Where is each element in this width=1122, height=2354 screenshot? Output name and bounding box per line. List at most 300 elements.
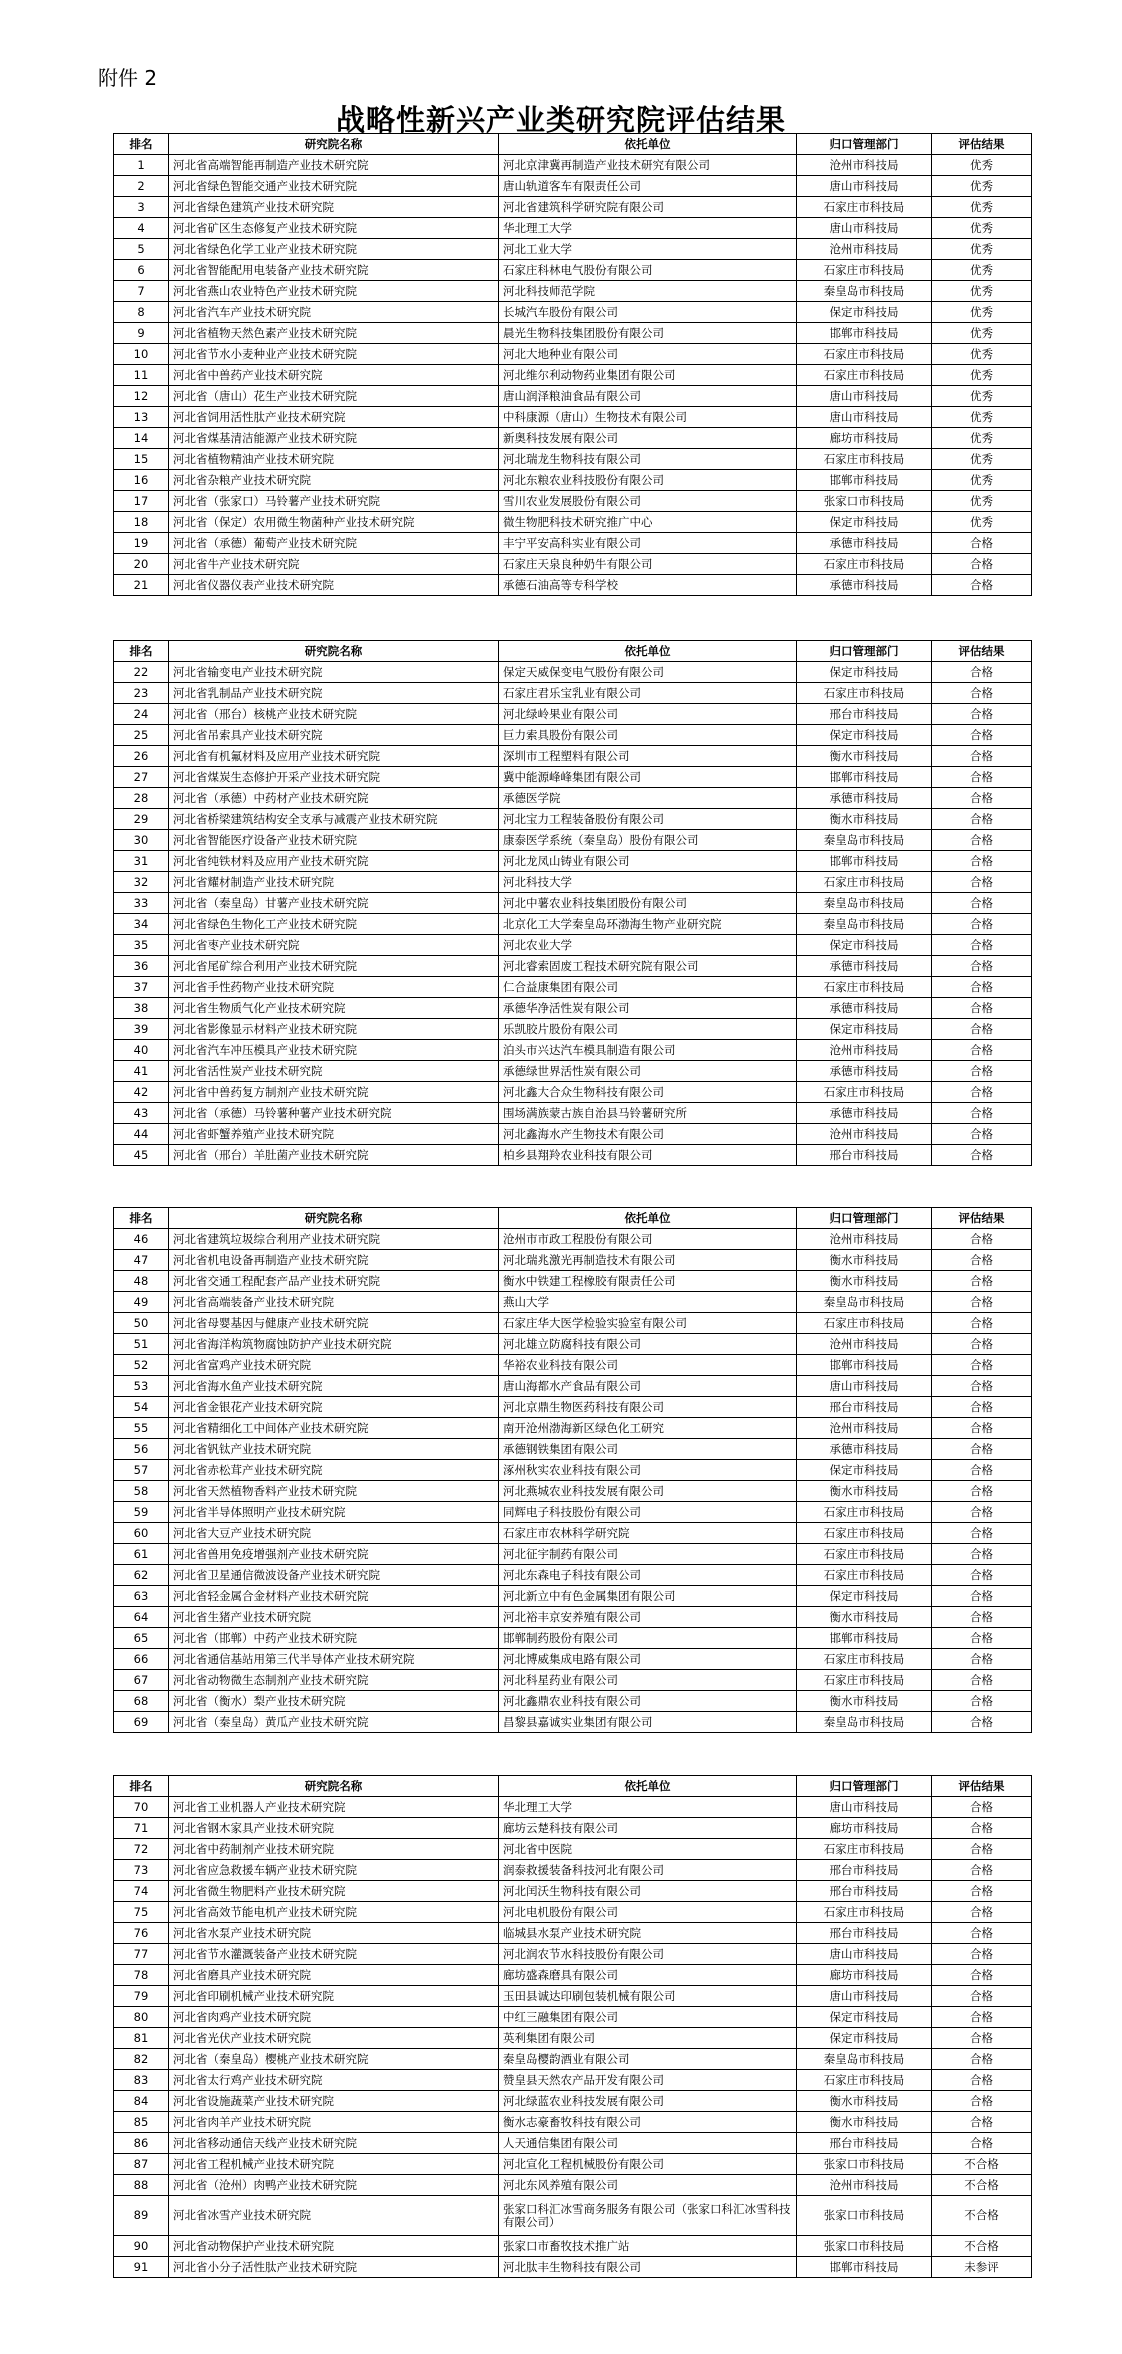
table-cell: 石家庄市科技局 — [797, 1544, 932, 1565]
table-cell: 唐山市科技局 — [797, 1797, 932, 1818]
table-cell: 河北工业大学 — [499, 239, 797, 260]
table-cell: 合格 — [932, 1923, 1032, 1944]
table-cell: 河北省工业机器人产业技术研究院 — [169, 1797, 499, 1818]
table-cell: 石家庄市科技局 — [797, 2070, 932, 2091]
table-cell: 86 — [114, 2133, 169, 2154]
table-cell: 81 — [114, 2028, 169, 2049]
table-cell: 合格 — [932, 1397, 1032, 1418]
table-cell: 河北东风养殖有限公司 — [499, 2175, 797, 2196]
table-cell: 合格 — [932, 704, 1032, 725]
table-cell: 河北省光伏产业技术研究院 — [169, 2028, 499, 2049]
column-header: 评估结果 — [932, 1776, 1032, 1797]
table-cell: 河北省有机氟材料及应用产业技术研究院 — [169, 746, 499, 767]
table-cell: 石家庄市科技局 — [797, 1523, 932, 1544]
table-cell: 冀中能源峰峰集团有限公司 — [499, 767, 797, 788]
table-row — [114, 2070, 1032, 2091]
table-cell: 长城汽车股份有限公司 — [499, 302, 797, 323]
table-cell: 衡水市科技局 — [797, 1691, 932, 1712]
table-cell: 18 — [114, 512, 169, 533]
table-cell: 晨光生物科技集团股份有限公司 — [499, 323, 797, 344]
table-cell: 雪川农业发展股份有限公司 — [499, 491, 797, 512]
table-cell: 合格 — [932, 1818, 1032, 1839]
table-cell: 优秀 — [932, 302, 1032, 323]
table-cell: 承德绿世界活性炭有限公司 — [499, 1061, 797, 1082]
table-cell: 合格 — [932, 1712, 1032, 1733]
table-cell: 河北瑞兆激光再制造技术有限公司 — [499, 1250, 797, 1271]
table-cell: 65 — [114, 1628, 169, 1649]
table-cell: 73 — [114, 1860, 169, 1881]
table-cell: 河北肽丰生物科技有限公司 — [499, 2257, 797, 2278]
table-cell: 河北省矿区生态修复产业技术研究院 — [169, 218, 499, 239]
table-row — [114, 302, 1032, 323]
table-cell: 河北省中医院 — [499, 1839, 797, 1860]
table-row — [114, 2175, 1032, 2196]
table-row — [114, 2257, 1032, 2278]
table-cell: 乐凯胶片股份有限公司 — [499, 1019, 797, 1040]
table-cell: 承德市科技局 — [797, 1061, 932, 1082]
table-cell: 2 — [114, 176, 169, 197]
table-cell: 河北省（邢台）羊肚菌产业技术研究院 — [169, 1145, 499, 1166]
table-cell: 河北京津冀再制造产业技术研究有限公司 — [499, 155, 797, 176]
table-cell: 保定市科技局 — [797, 2007, 932, 2028]
table-cell: 河北省植物天然色素产业技术研究院 — [169, 323, 499, 344]
table-cell: 河北省（秦皇岛）甘薯产业技术研究院 — [169, 893, 499, 914]
table-cell: 34 — [114, 914, 169, 935]
table-cell: 润泰救援装备科技河北有限公司 — [499, 1860, 797, 1881]
table-cell: 邢台市科技局 — [797, 1145, 932, 1166]
table-row — [114, 1670, 1032, 1691]
table-cell: 合格 — [932, 1481, 1032, 1502]
table-cell: 河北省肉鸡产业技术研究院 — [169, 2007, 499, 2028]
table-cell: 唐山市科技局 — [797, 386, 932, 407]
table-cell: 合格 — [932, 1839, 1032, 1860]
table-cell: 承德市科技局 — [797, 956, 932, 977]
table-cell: 保定市科技局 — [797, 2028, 932, 2049]
table-cell: 张家口市科技局 — [797, 2196, 932, 2236]
table-cell: 北京化工大学秦皇岛环渤海生物产业研究院 — [499, 914, 797, 935]
table-cell: 优秀 — [932, 197, 1032, 218]
table-cell: 24 — [114, 704, 169, 725]
table-cell: 承德市科技局 — [797, 533, 932, 554]
table-cell: 张家口市科技局 — [797, 2236, 932, 2257]
table-cell: 6 — [114, 260, 169, 281]
table-cell: 合格 — [932, 956, 1032, 977]
table-row — [114, 1923, 1032, 1944]
table-cell: 36 — [114, 956, 169, 977]
table-row — [114, 809, 1032, 830]
table-cell: 保定市科技局 — [797, 1019, 932, 1040]
table-cell: 合格 — [932, 1082, 1032, 1103]
table-row — [114, 935, 1032, 956]
table-cell: 河北省卫星通信微波设备产业技术研究院 — [169, 1565, 499, 1586]
table-cell: 石家庄市科技局 — [797, 1502, 932, 1523]
table-cell: 秦皇岛市科技局 — [797, 1712, 932, 1733]
table-cell: 合格 — [932, 977, 1032, 998]
table-cell: 87 — [114, 2154, 169, 2175]
table-cell: 合格 — [932, 788, 1032, 809]
table-cell: 合格 — [932, 554, 1032, 575]
table-cell: 合格 — [932, 1124, 1032, 1145]
table-cell: 不合格 — [932, 2154, 1032, 2175]
table-row — [114, 998, 1032, 1019]
table-cell: 河北科技大学 — [499, 872, 797, 893]
table-cell: 32 — [114, 872, 169, 893]
table-row — [114, 1313, 1032, 1334]
table-row — [114, 155, 1032, 176]
table-cell: 河北省肉羊产业技术研究院 — [169, 2112, 499, 2133]
table-cell: 深圳市工程塑料有限公司 — [499, 746, 797, 767]
table-cell: 91 — [114, 2257, 169, 2278]
table-cell: 承德市科技局 — [797, 788, 932, 809]
table-cell: 华北理工大学 — [499, 1797, 797, 1818]
table-cell: 优秀 — [932, 281, 1032, 302]
table-cell: 河北省（衡水）梨产业技术研究院 — [169, 1691, 499, 1712]
table-cell: 合格 — [932, 1145, 1032, 1166]
table-cell: 秦皇岛市科技局 — [797, 914, 932, 935]
table-cell: 河北省动物微生态制剂产业技术研究院 — [169, 1670, 499, 1691]
table-cell: 合格 — [932, 1103, 1032, 1124]
table-row — [114, 1061, 1032, 1082]
table-cell: 合格 — [932, 1355, 1032, 1376]
table-row — [114, 1271, 1032, 1292]
table-cell: 20 — [114, 554, 169, 575]
table-cell: 石家庄市科技局 — [797, 1313, 932, 1334]
table-row — [114, 1397, 1032, 1418]
table-cell: 沧州市市政工程股份有限公司 — [499, 1229, 797, 1250]
table-cell: 河北省燕山农业特色产业技术研究院 — [169, 281, 499, 302]
table-cell: 51 — [114, 1334, 169, 1355]
table-cell: 河北省（沧州）肉鸭产业技术研究院 — [169, 2175, 499, 2196]
table-cell: 河北省母婴基因与健康产业技术研究院 — [169, 1313, 499, 1334]
column-header: 依托单位 — [499, 134, 797, 155]
table-cell: 52 — [114, 1355, 169, 1376]
table-cell: 石家庄市科技局 — [797, 554, 932, 575]
table-cell: 唐山市科技局 — [797, 218, 932, 239]
table-row — [114, 407, 1032, 428]
table-cell: 优秀 — [932, 155, 1032, 176]
table-row — [114, 1376, 1032, 1397]
table-cell: 43 — [114, 1103, 169, 1124]
table-cell: 50 — [114, 1313, 169, 1334]
table-cell: 河北省赤松茸产业技术研究院 — [169, 1460, 499, 1481]
table-row — [114, 2112, 1032, 2133]
table-cell: 保定市科技局 — [797, 512, 932, 533]
table-cell: 承德市科技局 — [797, 1103, 932, 1124]
table-cell: 54 — [114, 1397, 169, 1418]
table-row — [114, 1250, 1032, 1271]
column-header: 排名 — [114, 1776, 169, 1797]
table-cell: 秦皇岛市科技局 — [797, 281, 932, 302]
table-cell: 河北省（秦皇岛）黄瓜产业技术研究院 — [169, 1712, 499, 1733]
table-cell: 石家庄市科技局 — [797, 1839, 932, 1860]
table-cell: 河北省精细化工中间体产业技术研究院 — [169, 1418, 499, 1439]
table-cell: 秦皇岛市科技局 — [797, 2049, 932, 2070]
column-header: 排名 — [114, 134, 169, 155]
table-row — [114, 1986, 1032, 2007]
table-cell: 合格 — [932, 1334, 1032, 1355]
table-cell: 沧州市科技局 — [797, 1040, 932, 1061]
table-cell: 石家庄市科技局 — [797, 683, 932, 704]
table-cell: 44 — [114, 1124, 169, 1145]
table-cell: 同辉电子科技股份有限公司 — [499, 1502, 797, 1523]
table-cell: 河北省建筑科学研究院有限公司 — [499, 197, 797, 218]
table-cell: 河北省绿色建筑产业技术研究院 — [169, 197, 499, 218]
table-cell: 河北燕城农业科技发展有限公司 — [499, 1481, 797, 1502]
table-cell: 英利集团有限公司 — [499, 2028, 797, 2049]
table-cell: 合格 — [932, 1061, 1032, 1082]
table-cell: 衡水中铁建工程橡胶有限责任公司 — [499, 1271, 797, 1292]
table-row — [114, 1649, 1032, 1670]
table-cell: 河北省耀材制造产业技术研究院 — [169, 872, 499, 893]
table-cell: 邯郸市科技局 — [797, 470, 932, 491]
table-row — [114, 281, 1032, 302]
table-row — [114, 1040, 1032, 1061]
table-cell: 合格 — [932, 935, 1032, 956]
table-cell: 河北省饲用活性肽产业技术研究院 — [169, 407, 499, 428]
table-cell: 河北省高端智能再制造产业技术研究院 — [169, 155, 499, 176]
table-row — [114, 1145, 1032, 1166]
table-row — [114, 662, 1032, 683]
table-cell: 35 — [114, 935, 169, 956]
table-cell: 唐山市科技局 — [797, 176, 932, 197]
table-row — [114, 2028, 1032, 2049]
table-cell: 合格 — [932, 1460, 1032, 1481]
table-cell: 69 — [114, 1712, 169, 1733]
table-cell: 河北省绿色智能交通产业技术研究院 — [169, 176, 499, 197]
table-row — [114, 1712, 1032, 1733]
column-header: 评估结果 — [932, 134, 1032, 155]
table-row — [114, 788, 1032, 809]
table-cell: 合格 — [932, 2133, 1032, 2154]
table-row — [114, 1103, 1032, 1124]
table-cell: 优秀 — [932, 449, 1032, 470]
table-cell: 河北省高端装备产业技术研究院 — [169, 1292, 499, 1313]
table-cell: 河北电机股份有限公司 — [499, 1902, 797, 1923]
column-header: 评估结果 — [932, 641, 1032, 662]
table-cell: 合格 — [932, 575, 1032, 596]
table-cell: 燕山大学 — [499, 1292, 797, 1313]
table-cell: 邯郸市科技局 — [797, 1355, 932, 1376]
table-cell: 唐山市科技局 — [797, 1376, 932, 1397]
table-cell: 保定市科技局 — [797, 662, 932, 683]
table-cell: 河北省煤炭生态修护开采产业技术研究院 — [169, 767, 499, 788]
table-cell: 河北省钒钛产业技术研究院 — [169, 1439, 499, 1460]
table-row — [114, 1544, 1032, 1565]
table-cell: 27 — [114, 767, 169, 788]
table-cell: 承德华净活性炭有限公司 — [499, 998, 797, 1019]
table-cell: 合格 — [932, 1544, 1032, 1565]
table-cell: 42 — [114, 1082, 169, 1103]
table-row — [114, 1082, 1032, 1103]
table-cell: 55 — [114, 1418, 169, 1439]
table-cell: 张家口市科技局 — [797, 491, 932, 512]
table-row — [114, 1818, 1032, 1839]
table-cell: 河北鑫鼎农业科技有限公司 — [499, 1691, 797, 1712]
table-cell: 4 — [114, 218, 169, 239]
results-table — [113, 133, 1032, 596]
column-header: 依托单位 — [499, 1208, 797, 1229]
table-cell: 12 — [114, 386, 169, 407]
table-cell: 邢台市科技局 — [797, 2133, 932, 2154]
table-row — [114, 914, 1032, 935]
table-cell: 60 — [114, 1523, 169, 1544]
table-row — [114, 956, 1032, 977]
table-cell: 河北闰沃生物科技有限公司 — [499, 1881, 797, 1902]
table-cell: 河北省生物质气化产业技术研究院 — [169, 998, 499, 1019]
table-cell: 31 — [114, 851, 169, 872]
table-cell: 53 — [114, 1376, 169, 1397]
table-cell: 河北宝力工程装备股份有限公司 — [499, 809, 797, 830]
table-cell: 河北省（承德）中药材产业技术研究院 — [169, 788, 499, 809]
table-cell: 河北省节水小麦种业产业技术研究院 — [169, 344, 499, 365]
table-cell: 河北省绿色化学工业产业技术研究院 — [169, 239, 499, 260]
table-row — [114, 830, 1032, 851]
table-cell: 79 — [114, 1986, 169, 2007]
table-cell: 昌黎县嘉诚实业集团有限公司 — [499, 1712, 797, 1733]
table-cell: 83 — [114, 2070, 169, 2091]
table-row — [114, 2236, 1032, 2257]
table-header-row — [114, 134, 1032, 155]
table-cell: 河北省中兽药复方制剂产业技术研究院 — [169, 1082, 499, 1103]
table-cell: 合格 — [932, 767, 1032, 788]
table-cell: 承德医学院 — [499, 788, 797, 809]
table-cell: 衡水志豪畜牧科技有限公司 — [499, 2112, 797, 2133]
table-cell: 合格 — [932, 830, 1032, 851]
table-cell: 78 — [114, 1965, 169, 1986]
table-cell: 衡水市科技局 — [797, 1481, 932, 1502]
table-cell: 承德市科技局 — [797, 1439, 932, 1460]
table-cell: 唐山市科技局 — [797, 1986, 932, 2007]
table-cell: 河北京鼎生物医药科技有限公司 — [499, 1397, 797, 1418]
table-row — [114, 176, 1032, 197]
table-cell: 承德市科技局 — [797, 575, 932, 596]
table-cell: 合格 — [932, 725, 1032, 746]
table-cell: 河北省（承德）马铃薯种薯产业技术研究院 — [169, 1103, 499, 1124]
table-cell: 合格 — [932, 1965, 1032, 1986]
table-row — [114, 491, 1032, 512]
table-cell: 唐山轨道客车有限责任公司 — [499, 176, 797, 197]
table-cell: 河北睿索固废工程技术研究院有限公司 — [499, 956, 797, 977]
table-cell: 63 — [114, 1586, 169, 1607]
table-row — [114, 197, 1032, 218]
column-header: 研究院名称 — [169, 641, 499, 662]
table-cell: 石家庄市科技局 — [797, 449, 932, 470]
table-row — [114, 893, 1032, 914]
table-cell: 84 — [114, 2091, 169, 2112]
table-cell: 85 — [114, 2112, 169, 2133]
table-cell: 廊坊市科技局 — [797, 428, 932, 449]
results-table — [113, 1775, 1032, 2278]
table-cell: 23 — [114, 683, 169, 704]
table-row — [114, 1860, 1032, 1881]
table-row — [114, 1334, 1032, 1355]
table-cell: 衡水市科技局 — [797, 2112, 932, 2133]
table-cell: 康泰医学系统（秦皇岛）股份有限公司 — [499, 830, 797, 851]
table-cell: 河北东粮农业科技股份有限公司 — [499, 470, 797, 491]
table-cell: 河北省磨具产业技术研究院 — [169, 1965, 499, 1986]
table-cell: 10 — [114, 344, 169, 365]
table-row — [114, 2091, 1032, 2112]
table-cell: 64 — [114, 1607, 169, 1628]
table-cell: 河北省富鸡产业技术研究院 — [169, 1355, 499, 1376]
table-cell: 合格 — [932, 1628, 1032, 1649]
table-row — [114, 1691, 1032, 1712]
table-row — [114, 1502, 1032, 1523]
table-cell: 合格 — [932, 872, 1032, 893]
table-cell: 56 — [114, 1439, 169, 1460]
table-row — [114, 1292, 1032, 1313]
table-cell: 石家庄市科技局 — [797, 977, 932, 998]
table-row — [114, 1019, 1032, 1040]
table-cell: 优秀 — [932, 323, 1032, 344]
table-cell: 47 — [114, 1250, 169, 1271]
table-cell: 合格 — [932, 1881, 1032, 1902]
table-cell: 15 — [114, 449, 169, 470]
table-row — [114, 2007, 1032, 2028]
table-cell: 临城县水泵产业技术研究院 — [499, 1923, 797, 1944]
table-cell: 76 — [114, 1923, 169, 1944]
table-cell: 柏乡县翔羚农业科技有限公司 — [499, 1145, 797, 1166]
table-cell: 河北省建筑垃圾综合利用产业技术研究院 — [169, 1229, 499, 1250]
table-cell: 石家庄市科技局 — [797, 1902, 932, 1923]
table-cell: 不合格 — [932, 2236, 1032, 2257]
table-cell: 沧州市科技局 — [797, 239, 932, 260]
table-cell: 河北省印刷机械产业技术研究院 — [169, 1986, 499, 2007]
table-cell: 河北省半导体照明产业技术研究院 — [169, 1502, 499, 1523]
table-cell: 河北瑞龙生物科技有限公司 — [499, 449, 797, 470]
table-cell: 沧州市科技局 — [797, 1124, 932, 1145]
table-cell: 合格 — [932, 851, 1032, 872]
table-cell: 石家庄市科技局 — [797, 1649, 932, 1670]
table-cell: 邢台市科技局 — [797, 1881, 932, 1902]
table-cell: 丰宁平安高科实业有限公司 — [499, 533, 797, 554]
table-cell: 71 — [114, 1818, 169, 1839]
table-cell: 河北龙凤山铸业有限公司 — [499, 851, 797, 872]
table-cell: 保定市科技局 — [797, 935, 932, 956]
table-cell: 合格 — [932, 1691, 1032, 1712]
table-cell: 合格 — [932, 1944, 1032, 1965]
table-cell: 河北省尾矿综合利用产业技术研究院 — [169, 956, 499, 977]
table-row — [114, 365, 1032, 386]
column-header: 归口管理部门 — [797, 1208, 932, 1229]
table-row — [114, 1481, 1032, 1502]
table-cell: 唐山市科技局 — [797, 407, 932, 428]
table-cell: 承德市科技局 — [797, 998, 932, 1019]
table-cell: 13 — [114, 407, 169, 428]
table-cell: 不合格 — [932, 2196, 1032, 2236]
table-cell: 优秀 — [932, 260, 1032, 281]
table-cell: 河北省微生物肥料产业技术研究院 — [169, 1881, 499, 1902]
table-cell: 河北省活性炭产业技术研究院 — [169, 1061, 499, 1082]
table-cell: 29 — [114, 809, 169, 830]
table-row — [114, 344, 1032, 365]
table-cell: 河北省（张家口）马铃薯产业技术研究院 — [169, 491, 499, 512]
table-cell: 合格 — [932, 1040, 1032, 1061]
table-cell: 河北省输变电产业技术研究院 — [169, 662, 499, 683]
table-cell: 8 — [114, 302, 169, 323]
table-cell: 河北省海洋构筑物腐蚀防护产业技术研究院 — [169, 1334, 499, 1355]
table-row — [114, 218, 1032, 239]
table-cell: 河北省智能配用电装备产业技术研究院 — [169, 260, 499, 281]
table-row — [114, 2196, 1032, 2236]
table-cell: 30 — [114, 830, 169, 851]
table-cell: 77 — [114, 1944, 169, 1965]
table-cell: 3 — [114, 197, 169, 218]
table-cell: 22 — [114, 662, 169, 683]
table-cell: 秦皇岛市科技局 — [797, 893, 932, 914]
table-row — [114, 1607, 1032, 1628]
table-cell: 合格 — [932, 2049, 1032, 2070]
